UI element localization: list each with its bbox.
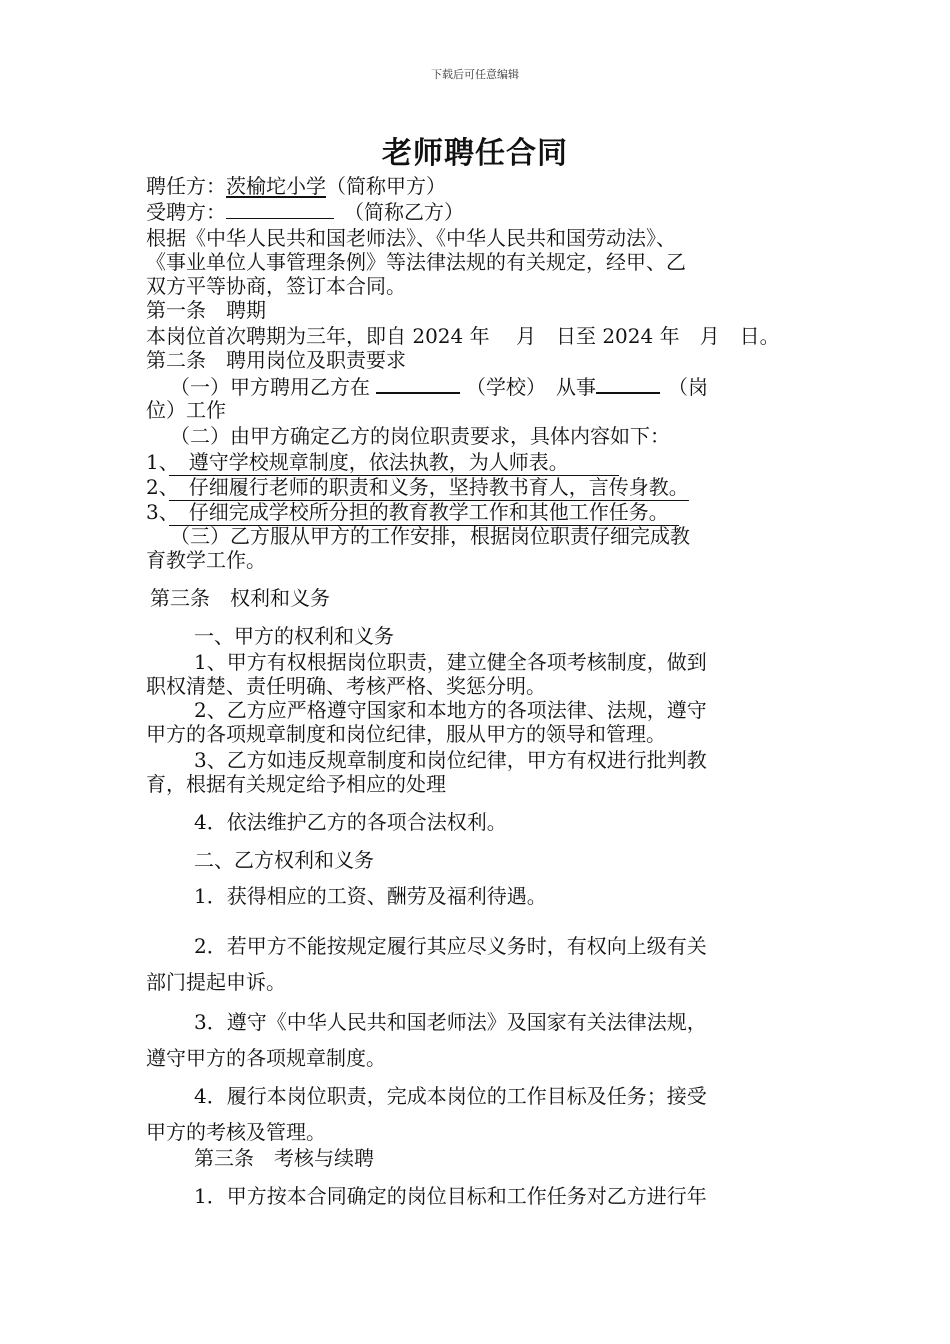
employer-item1-line1: 1、甲方有权根据岗位职责，建立健全各项考核制度，做到 [194,650,707,674]
section-employee-rights: 二、乙方权利和义务 [194,848,374,872]
para1-text-a: （一）甲方聘用乙方在 [170,375,370,399]
employee-item3-line1: 3．遵守《中华人民共和国老师法》及国家有关法律法规， [194,1010,707,1034]
employer-line [146,174,446,198]
employee-line [146,200,464,224]
employee-name-blank [226,200,334,219]
section-employer-rights: 一、甲方的权利和义务 [194,624,394,648]
duty-text: 仔细履行老师的职责和义务，坚持教书育人，言传身教。 [168,475,689,499]
header-note: 下载后可任意编辑 [431,68,519,81]
employee-item4-line1: 4．履行本岗位职责，完成本岗位的工作目标及任务；接受 [194,1084,707,1108]
employer-item2-line2: 甲方的各项规章制度和岗位纪律，服从甲方的领导和管理。 [146,722,666,746]
intro-line-2: 《事业单位人事管理条例》等法律法规的有关规定，经甲、乙 [146,250,686,274]
duty-number: 1、 [146,450,169,474]
article4-item1: 1．甲方按本合同确定的岗位目标和工作任务对乙方进行年 [194,1184,707,1208]
duty-item-2 [146,475,689,499]
employee-suffix: （简称乙方） [344,200,464,224]
employee-item2-line1: 2．若甲方不能按规定履行其应尽义务时，有权向上级有关 [194,934,707,958]
duty-text: 仔细完成学校所分担的教育教学工作和其他工作任务。 [168,500,679,524]
article2-para1 [170,374,708,399]
duty-number: 3、 [146,500,169,524]
employer-item1-line2: 职权清楚、责任明确、考核严格、奖惩分明。 [146,674,546,698]
employer-item4: 4．依法维护乙方的各项合法权利。 [194,810,507,834]
article2-para2: （二）由甲方确定乙方的岗位职责要求，具体内容如下： [170,424,670,448]
employee-item1: 1．获得相应的工资、酬劳及福利待遇。 [194,884,547,908]
employee-item3-line2: 遵守甲方的各项规章制度。 [146,1046,386,1070]
employer-item3-line2: 育，根据有关规定给予相应的处理 [146,772,446,796]
para1-text-c: （岗 [668,375,708,399]
article1-text: 本岗位首次聘期为三年，即自 2024 年 月 日至 2024 年 月 日。 [146,324,780,348]
employer-item3-line1: 3、乙方如违反规章制度和岗位纪律，甲方有权进行批判教 [194,748,707,772]
article3-heading: 第三条 权利和义务 [150,586,330,610]
employee-label: 受聘方： [146,200,226,224]
employer-label: 聘任方： [146,174,226,198]
article2-para1-cont: 位）工作 [146,398,226,422]
article2-para3-line1: （三）乙方服从甲方的工作安排，根据岗位职责仔细完成教 [170,524,690,548]
intro-line-3: 双方平等协商，签订本合同。 [146,274,406,298]
intro-line-1: 根据《中华人民共和国老师法》、《中华人民共和国劳动法》、 [146,226,676,250]
duty-item-3 [146,500,679,524]
employer-name: 茨榆坨小学 [226,174,326,198]
employer-suffix: （简称甲方） [326,174,446,198]
employee-item2-line2: 部门提起申诉。 [146,970,286,994]
article1-heading: 第一条 聘期 [146,298,266,322]
duty-text: 遵守学校规章制度，依法执教，为人师表。 [168,450,619,474]
duty-number: 2、 [146,475,169,499]
para1-text-b: （学校） 从事 [466,375,596,399]
employee-item4-line2: 甲方的考核及管理。 [146,1120,326,1144]
employer-item2-line1: 2、乙方应严格遵守国家和本地方的各项法律、法规，遵守 [194,698,707,722]
article2-para3-line2: 育教学工作。 [146,548,266,572]
article4-heading: 第三条 考核与续聘 [194,1146,374,1170]
post-blank [596,374,660,394]
document-title: 老师聘任合同 [382,136,568,171]
duty-item-1 [146,450,619,474]
school-blank [376,374,460,394]
article2-heading: 第二条 聘用岗位及职责要求 [146,348,406,372]
